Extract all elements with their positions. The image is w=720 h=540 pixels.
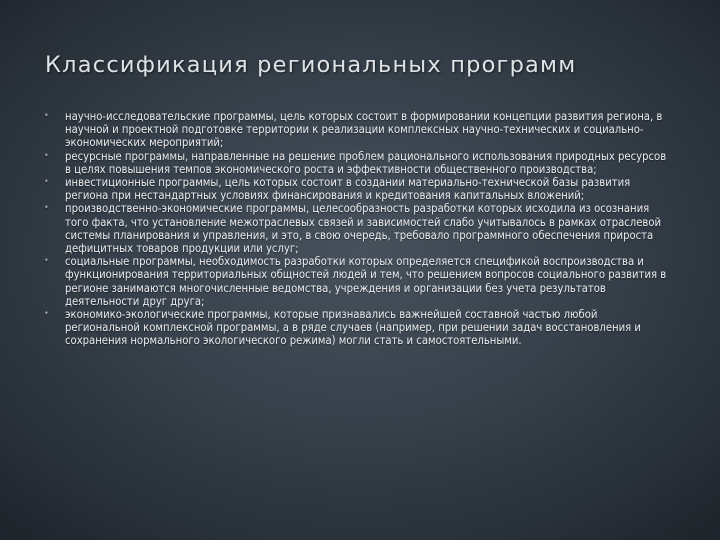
bullet-list	[44, 110, 674, 348]
bullet-item	[44, 255, 674, 308]
bullet-item	[44, 308, 674, 348]
bullet-text: научно-исследовательские программы, цель которых состоит в формировании концепции развития региона, в научной и проектной подготовке территории к реализации комплексных научно-технических и социально-экономических мероприятий;	[65, 110, 663, 150]
bullet-icon: •	[44, 177, 49, 188]
bullet-item	[44, 202, 674, 255]
bullet-text: экономико-экологические программы, которые признавались важнейшей составной частью любой региональной комплексной программы, а в ряде случаев (например, при решении задач восстановления и сохранения нормального экологического режима) могли стать и самостоятельными.	[65, 308, 641, 348]
bullet-text: социальные программы, необходимость разработки которых определяется спецификой воспроизводства и функционирования территориальных общностей людей и тем, что решением вопросов социального развития в регионе занимаются многочисленные ведомства, учреждения и организации без учета результатов деятельности друг друга;	[65, 255, 667, 308]
bullet-text: ресурсные программы, направленные на решение проблем рационального использования природных ресурсов в целях повышения темпов экономического роста и эффективности общественного производства;	[65, 149, 667, 176]
bullet-text: производственно-экономические программы, целесообразность разработки которых исходила из осознания того факта, что установление межотраслевых связей и зависимостей слабо учитывалось в рамках отраслевой системы планирования и управления, и это, в свою очередь, требовало программного обеспечения прироста дефицитных товаров продукции или услуг;	[65, 202, 662, 256]
bullet-item	[44, 110, 674, 150]
bullet-item	[44, 176, 674, 202]
bullet-icon: •	[44, 150, 49, 161]
bullet-item	[44, 150, 674, 176]
bullet-icon: •	[44, 309, 49, 320]
bullet-icon: •	[44, 111, 49, 121]
bullet-text: инвестиционные программы, цель которых состоит в создании материально-технической базы развития региона при нестандартных условиях финансирования и кредитования капитальных вложений;	[65, 176, 631, 203]
bullet-icon: •	[44, 203, 49, 214]
bullet-icon: •	[44, 256, 49, 267]
slide-title: Классификация региональных программ	[45, 52, 577, 78]
